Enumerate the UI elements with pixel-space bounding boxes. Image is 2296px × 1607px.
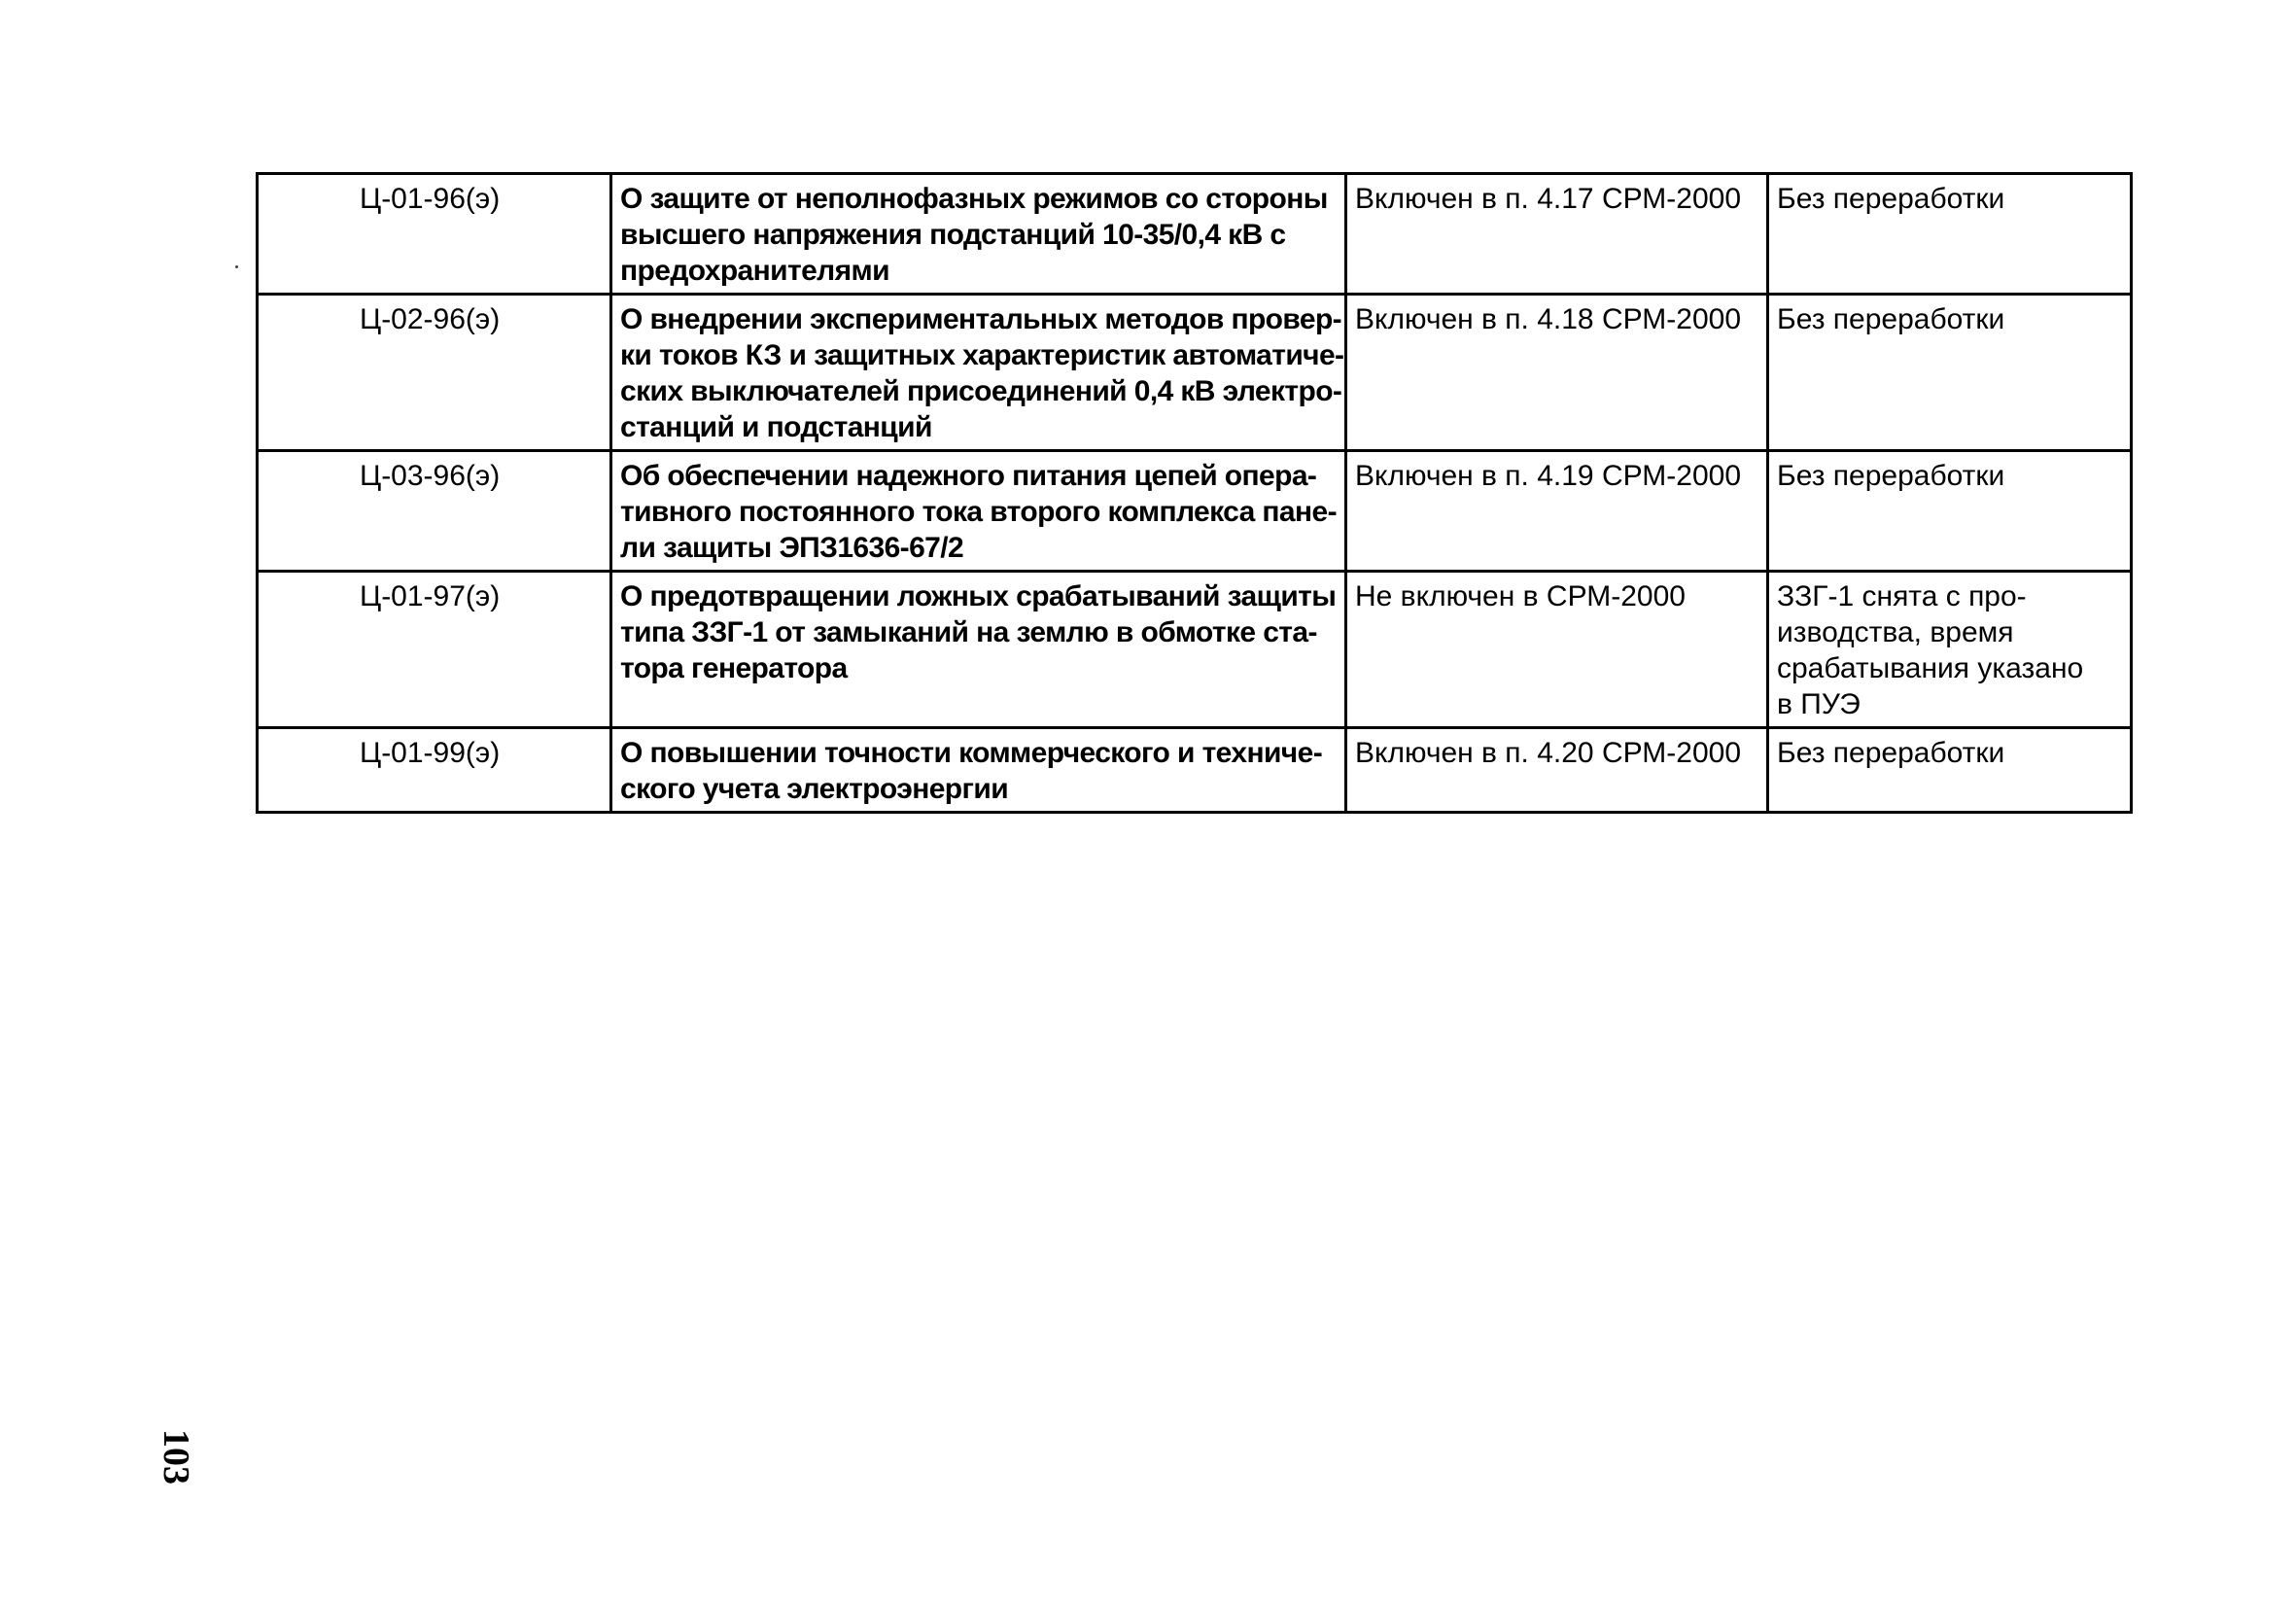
inclusion-status: Включен в п. 4.18 СРМ-2000	[1346, 295, 1768, 451]
circular-title	[611, 295, 1346, 451]
title-line: предохранителями	[620, 255, 889, 287]
note-line: срабатывания указано	[1777, 652, 2084, 684]
circulars-table	[256, 172, 2133, 814]
table-row	[258, 295, 2132, 451]
circular-title	[611, 572, 1346, 728]
revision-note	[1768, 451, 2132, 572]
inclusion-status: Включен в п. 4.19 СРМ-2000	[1346, 451, 1768, 572]
circular-code: Ц-01-97(э)	[258, 572, 611, 728]
table-row	[258, 174, 2132, 295]
title-line: Об обеспечении надежного питания цепей опера-	[620, 460, 1317, 492]
inclusion-status: Включен в п. 4.17 СРМ-2000	[1346, 174, 1768, 295]
title-line: тора генератора	[620, 652, 848, 684]
revision-note	[1768, 572, 2132, 728]
title-line: О внедрении экспериментальных методов провер-	[620, 303, 1342, 335]
note-line: Без переработки	[1777, 737, 2005, 769]
note-line: Без переработки	[1777, 183, 2005, 215]
table-row	[258, 451, 2132, 572]
table-row	[258, 728, 2132, 813]
title-line: ских выключателей присоединений 0,4 кВ электро-	[620, 375, 1342, 407]
inclusion-status: Не включен в СРМ-2000	[1346, 572, 1768, 728]
title-line: тивного постоянного тока второго комплекса пане-	[620, 496, 1338, 528]
title-line: ки токов КЗ и защитных характеристик автоматиче-	[620, 339, 1344, 371]
note-line: изводства, время	[1777, 616, 2014, 648]
circular-code: Ц-01-96(э)	[258, 174, 611, 295]
circular-title	[611, 451, 1346, 572]
scan-speck	[235, 265, 238, 268]
inclusion-status: Включен в п. 4.20 СРМ-2000	[1346, 728, 1768, 813]
title-line: высшего напряжения подстанций 10-35/0,4 кВ с	[620, 219, 1286, 251]
circular-title	[611, 174, 1346, 295]
page-number: 103	[156, 1429, 196, 1485]
title-line: О предотвращении ложных срабатываний защиты	[620, 580, 1337, 612]
table-row	[258, 572, 2132, 728]
note-line: Без переработки	[1777, 303, 2005, 335]
circular-code: Ц-01-99(э)	[258, 728, 611, 813]
circular-code: Ц-03-96(э)	[258, 451, 611, 572]
title-line: О защите от неполнофазных режимов со стороны	[620, 183, 1328, 215]
circular-code: Ц-02-96(э)	[258, 295, 611, 451]
title-line: станций и подстанций	[620, 411, 932, 443]
revision-note	[1768, 295, 2132, 451]
title-line: ли защиты ЭПЗ1636-67/2	[620, 532, 964, 564]
circular-title	[611, 728, 1346, 813]
revision-note	[1768, 174, 2132, 295]
note-line: Без переработки	[1777, 460, 2005, 492]
title-line: О повышении точности коммерческого и техниче-	[620, 737, 1323, 769]
note-line: ЗЗГ-1 снята с про-	[1777, 580, 2027, 612]
title-line: типа ЗЗГ-1 от замыканий на землю в обмотке ста-	[620, 616, 1317, 648]
title-line: ского учета электроэнергии	[620, 773, 1009, 805]
revision-note	[1768, 728, 2132, 813]
note-line: в ПУЭ	[1777, 688, 1861, 720]
